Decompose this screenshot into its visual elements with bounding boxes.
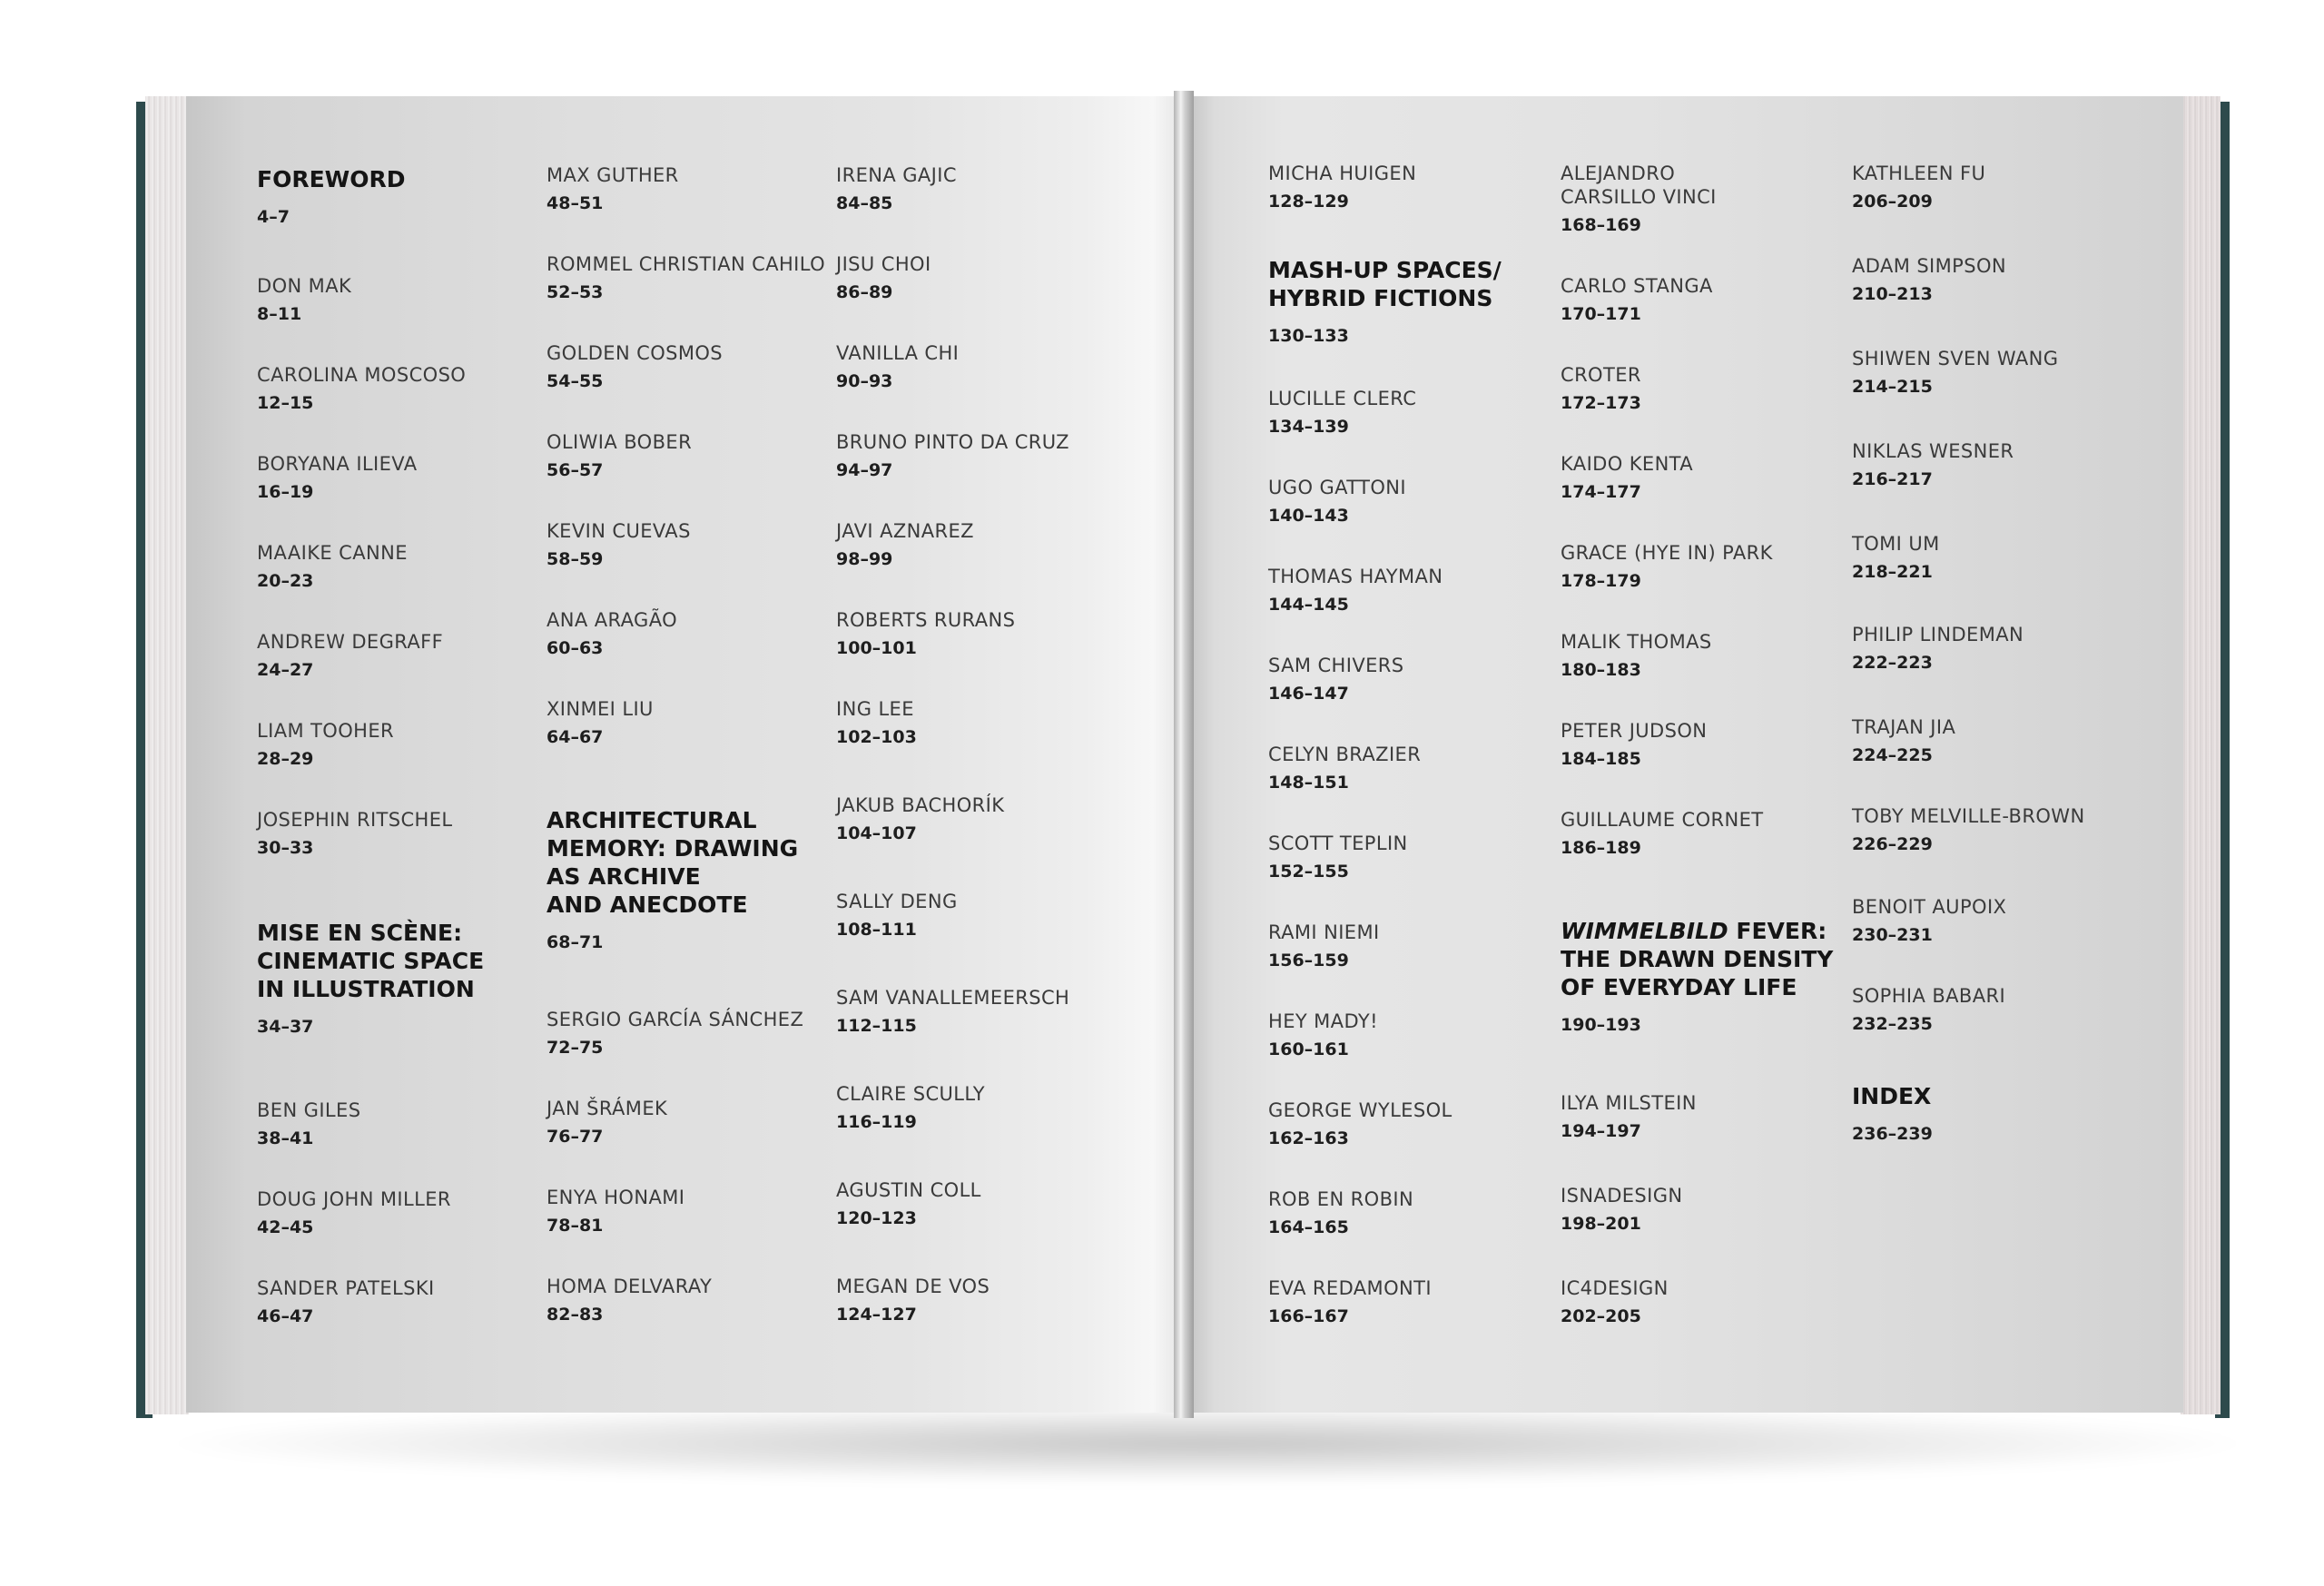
- artist-name: ING LEE: [836, 698, 914, 720]
- page-range: 164–165: [1268, 1217, 1349, 1237]
- page-range: 104–107: [836, 823, 917, 843]
- toc-entry: [1268, 476, 1406, 527]
- toc-entry: [1561, 1276, 1669, 1327]
- artist-name: OLIWIA BOBER: [547, 431, 693, 453]
- artist-name: SOPHIA BABARI: [1852, 985, 2006, 1007]
- section-title: MASH-UP SPACES/ HYBRID FICTIONS: [1268, 257, 1502, 311]
- section-title: [1561, 917, 1833, 1001]
- page-range: 64–67: [547, 727, 604, 747]
- toc-entry: [836, 430, 1069, 481]
- artist-name: BENOIT AUPOIX: [1852, 896, 2007, 918]
- toc-entry: [1268, 565, 1443, 616]
- artist-name: MALIK THOMAS: [1561, 631, 1712, 653]
- artist-name: ILYA MILSTEIN: [1561, 1092, 1697, 1114]
- artist-name: ISNADESIGN: [1561, 1185, 1683, 1207]
- section-page-range: 4–7: [257, 207, 290, 227]
- artist-name: PHILIP LINDEMAN: [1852, 624, 2024, 645]
- toc-entry: [1561, 630, 1712, 681]
- page-stack-right: [2181, 96, 2221, 1414]
- page-range: 214–215: [1852, 377, 1933, 397]
- page-range: 98–99: [836, 549, 893, 569]
- toc-entry: [1268, 387, 1416, 438]
- toc-entry: [1852, 439, 2014, 490]
- page-range: 108–111: [836, 920, 917, 940]
- page-range: 146–147: [1268, 684, 1349, 704]
- artist-name: SALLY DENG: [836, 891, 958, 912]
- artist-name: GUILLAUME CORNET: [1561, 809, 1764, 831]
- page-range: 186–189: [1561, 838, 1641, 858]
- artist-name: IC4DESIGN: [1561, 1277, 1669, 1299]
- toc-entry: [1561, 274, 1713, 325]
- toc-entry: [836, 608, 1015, 659]
- toc-section: [547, 806, 798, 953]
- toc-entry: [1268, 921, 1380, 971]
- artist-name: AGUSTIN COLL: [836, 1179, 981, 1201]
- section-title: FOREWORD: [257, 166, 406, 192]
- page-range: 78–81: [547, 1216, 604, 1236]
- page-range: 100–101: [836, 638, 917, 658]
- page-range: 140–143: [1268, 506, 1349, 526]
- page-range: 222–223: [1852, 653, 1933, 673]
- toc-entry: [1268, 1010, 1378, 1060]
- toc-entry: [1268, 1098, 1452, 1149]
- page-range: 56–57: [547, 460, 604, 480]
- artist-name: SHIWEN SVEN WANG: [1852, 348, 2059, 369]
- toc-entry: [1268, 1276, 1432, 1327]
- toc-entry: [257, 541, 408, 592]
- artist-name: CROTER: [1561, 364, 1641, 386]
- toc-entry: [1561, 162, 1717, 236]
- page-range: 216–217: [1852, 469, 1933, 489]
- toc-entry: [547, 252, 825, 303]
- toc-entry: [257, 808, 453, 859]
- page-range: 52–53: [547, 282, 604, 302]
- page-range: 102–103: [836, 727, 917, 747]
- toc-entry: [547, 1097, 667, 1148]
- toc-section: [257, 919, 484, 1038]
- toc-entry: [1561, 808, 1764, 859]
- page-range: 226–229: [1852, 834, 1933, 854]
- toc-entry: [1852, 715, 1955, 766]
- toc-entry: [257, 274, 351, 325]
- toc-entry: [1561, 363, 1641, 414]
- artist-name: GEORGE WYLESOL: [1268, 1099, 1452, 1121]
- toc-entry: [1852, 162, 1985, 212]
- toc-entry: [1561, 1184, 1683, 1235]
- page-range: 144–145: [1268, 595, 1349, 615]
- page-range: 210–213: [1852, 284, 1933, 304]
- toc-entry: [836, 163, 957, 214]
- toc-entry: [1268, 1187, 1413, 1238]
- artist-name: SERGIO GARCÍA SÁNCHEZ: [547, 1009, 804, 1030]
- page-range: 116–119: [836, 1112, 917, 1132]
- page-range: 86–89: [836, 282, 893, 302]
- page-range: 16–19: [257, 482, 314, 502]
- toc-entry: [547, 697, 654, 748]
- artist-name: RAMI NIEMI: [1268, 921, 1380, 943]
- page-range: 46–47: [257, 1306, 314, 1326]
- toc-entry: [257, 719, 394, 770]
- artist-name: TOBY MELVILLE-BROWN: [1852, 805, 2085, 827]
- artist-name: GRACE (HYE IN) PARK: [1561, 542, 1773, 564]
- page-range: 134–139: [1268, 417, 1349, 437]
- page-range: 38–41: [257, 1128, 314, 1148]
- page-range: 202–205: [1561, 1306, 1641, 1326]
- toc-entry: [1561, 452, 1693, 503]
- page-range: 58–59: [547, 549, 604, 569]
- page-range: 166–167: [1268, 1306, 1349, 1326]
- toc-entry: [257, 452, 417, 503]
- artist-name: BEN GILES: [257, 1099, 361, 1121]
- artist-name: VANILLA CHI: [836, 342, 960, 364]
- toc-entry: [836, 252, 931, 303]
- artist-name: MEGAN DE VOS: [836, 1276, 990, 1297]
- toc-entry: [836, 1082, 985, 1133]
- artist-name: HOMA DELVARAY: [547, 1276, 713, 1297]
- artist-name: ENYA HONAMI: [547, 1187, 685, 1208]
- toc-entry: [547, 430, 692, 481]
- artist-name: ALEJANDRO CARSILLO VINCI: [1561, 163, 1717, 208]
- toc-entry: [547, 1186, 684, 1236]
- artist-name: KATHLEEN FU: [1852, 163, 1986, 184]
- toc-entry: [1852, 254, 2006, 305]
- page-range: 194–197: [1561, 1121, 1641, 1141]
- page-range: 162–163: [1268, 1128, 1349, 1148]
- toc-entry: [836, 697, 917, 748]
- artist-name: KAIDO KENTA: [1561, 453, 1694, 475]
- artist-name: MAAIKE CANNE: [257, 542, 408, 564]
- section-title: ARCHITECTURAL MEMORY: DRAWING AS ARCHIVE AND ANECDOTE: [547, 807, 799, 918]
- artist-name: LUCILLE CLERC: [1268, 388, 1417, 409]
- page-range: 160–161: [1268, 1039, 1349, 1059]
- toc-entry: [836, 986, 1069, 1037]
- toc-entry: [1268, 654, 1403, 704]
- toc-section: [257, 165, 406, 228]
- page-range: 90–93: [836, 371, 893, 391]
- page-stack-left: [145, 96, 189, 1414]
- page-range: 174–177: [1561, 482, 1641, 502]
- toc-section: [1852, 1082, 1933, 1145]
- artist-name: JAVI AZNAREZ: [836, 520, 974, 542]
- toc-entry: [836, 793, 1004, 844]
- section-title-emphasis: WIMMELBILD: [1561, 918, 1728, 944]
- toc-entry: [257, 1098, 360, 1149]
- artist-name: JAN ŠRÁMEK: [547, 1098, 668, 1119]
- toc-section: [1268, 256, 1502, 347]
- toc-entry: [836, 890, 958, 941]
- artist-name: BORYANA ILIEVA: [257, 453, 418, 475]
- artist-name: IRENA GAJIC: [836, 164, 957, 186]
- toc-entry: [1852, 532, 1940, 583]
- artist-name: HEY MADY!: [1268, 1010, 1378, 1032]
- artist-name: GOLDEN COSMOS: [547, 342, 724, 364]
- artist-name: TOMI UM: [1852, 533, 1940, 555]
- artist-name: DOUG JOHN MILLER: [257, 1188, 451, 1210]
- artist-name: EVA REDAMONTI: [1268, 1277, 1432, 1299]
- page-range: 184–185: [1561, 749, 1641, 769]
- artist-name: CLAIRE SCULLY: [836, 1083, 985, 1105]
- artist-name: SCOTT TEPLIN: [1268, 832, 1408, 854]
- toc-entry: [257, 630, 443, 681]
- artist-name: ADAM SIMPSON: [1852, 255, 2007, 277]
- page-range: 42–45: [257, 1217, 314, 1237]
- page-range: 224–225: [1852, 745, 1933, 765]
- section-title-rest: FEVER: THE DRAWN DENSITY OF EVERYDAY LIFE: [1561, 918, 1834, 1000]
- page-range: 24–27: [257, 660, 314, 680]
- section-page-range: 236–239: [1852, 1124, 1933, 1144]
- artist-name: LIAM TOOHER: [257, 720, 394, 742]
- page-range: 148–151: [1268, 773, 1349, 793]
- toc-entry: [1561, 1091, 1697, 1142]
- artist-name: PETER JUDSON: [1561, 720, 1708, 742]
- page-range: 28–29: [257, 749, 314, 769]
- page-range: 20–23: [257, 571, 314, 591]
- page-range: 120–123: [836, 1208, 917, 1228]
- artist-name: MICHA HUIGEN: [1268, 163, 1417, 184]
- section-page-range: 68–71: [547, 932, 604, 952]
- toc-entry: [1268, 743, 1421, 793]
- artist-name: JOSEPHIN RITSCHEL: [257, 809, 453, 831]
- artist-name: MAX GUTHER: [547, 164, 679, 186]
- page-range: 178–179: [1561, 571, 1641, 591]
- page-range: 30–33: [257, 838, 314, 858]
- toc-entry: [1561, 719, 1707, 770]
- toc-entry: [1852, 984, 2005, 1035]
- page-range: 60–63: [547, 638, 604, 658]
- toc-entry: [1561, 541, 1773, 592]
- page-range: 72–75: [547, 1038, 604, 1058]
- artist-name: SAM VANALLEMEERSCH: [836, 987, 1070, 1009]
- section-page-range: 34–37: [257, 1017, 314, 1037]
- section-title: MISE EN SCÈNE: CINEMATIC SPACE IN ILLUSTRATION: [257, 920, 485, 1002]
- artist-name: ANA ARAGÃO: [547, 609, 678, 631]
- artist-name: DON MAK: [257, 275, 352, 297]
- artist-name: ROBERTS RURANS: [836, 609, 1016, 631]
- toc-entry: [1852, 347, 2058, 398]
- toc-entry: [1852, 623, 2024, 674]
- toc-entry: [547, 519, 691, 570]
- page-range: 180–183: [1561, 660, 1641, 680]
- artist-name: JAKUB BACHORÍK: [836, 794, 1005, 816]
- page-range: 112–115: [836, 1016, 917, 1036]
- page-range: 152–155: [1268, 862, 1349, 882]
- page-range: 156–159: [1268, 951, 1349, 970]
- toc-entry: [1268, 162, 1416, 212]
- page-range: 206–209: [1852, 192, 1933, 212]
- toc-entry: [1268, 832, 1408, 882]
- section-page-range: 190–193: [1561, 1015, 1641, 1035]
- artist-name: THOMAS HAYMAN: [1268, 566, 1443, 587]
- page-range: 230–231: [1852, 925, 1933, 945]
- artist-name: JISU CHOI: [836, 253, 931, 275]
- artist-name: CAROLINA MOSCOSO: [257, 364, 467, 386]
- page-range: 128–129: [1268, 192, 1349, 212]
- toc-entry: [836, 1275, 990, 1325]
- artist-name: SAM CHIVERS: [1268, 655, 1404, 676]
- page-range: 232–235: [1852, 1014, 1933, 1034]
- toc-entry: [547, 608, 677, 659]
- artist-name: NIKLAS WESNER: [1852, 440, 2014, 462]
- toc-entry: [836, 519, 974, 570]
- toc-entry: [547, 1008, 803, 1059]
- page-range: 124–127: [836, 1305, 917, 1325]
- page-range: 218–221: [1852, 562, 1933, 582]
- toc-entry: [257, 1276, 435, 1327]
- page-range: 8–11: [257, 304, 302, 324]
- page-range: 94–97: [836, 460, 893, 480]
- artist-name: TRAJAN JIA: [1852, 716, 1956, 738]
- page-range: 82–83: [547, 1305, 604, 1325]
- artist-name: CARLO STANGA: [1561, 275, 1713, 297]
- artist-name: XINMEI LIU: [547, 698, 654, 720]
- toc-section: [1561, 917, 1833, 1036]
- toc-entry: [257, 1187, 451, 1238]
- page-range: 48–51: [547, 193, 604, 213]
- toc-entry: [547, 163, 679, 214]
- toc-entry: [836, 1178, 981, 1229]
- toc-entry: [836, 341, 959, 392]
- book-gutter: [1174, 91, 1194, 1418]
- artist-name: ANDREW DEGRAFF: [257, 631, 444, 653]
- page-range: 76–77: [547, 1127, 604, 1147]
- page-range: 12–15: [257, 393, 314, 413]
- toc-entry: [547, 341, 723, 392]
- page-range: 170–171: [1561, 304, 1641, 324]
- artist-name: KEVIN CUEVAS: [547, 520, 691, 542]
- page-range: 168–169: [1561, 215, 1641, 235]
- artist-name: ROMMEL CHRISTIAN CAHILO: [547, 253, 826, 275]
- artist-name: ROB EN ROBIN: [1268, 1188, 1414, 1210]
- book-shadow: [154, 1403, 2260, 1484]
- artist-name: BRUNO PINTO DA CRUZ: [836, 431, 1069, 453]
- section-title: INDEX: [1852, 1083, 1932, 1109]
- toc-entry: [1852, 895, 2006, 946]
- page-range: 172–173: [1561, 393, 1641, 413]
- artist-name: SANDER PATELSKI: [257, 1277, 435, 1299]
- toc-entry: [547, 1275, 712, 1325]
- page-range: 54–55: [547, 371, 604, 391]
- page-range: 84–85: [836, 193, 893, 213]
- section-page-range: 130–133: [1268, 326, 1349, 346]
- toc-entry: [1852, 804, 2085, 855]
- artist-name: UGO GATTONI: [1268, 477, 1406, 498]
- artist-name: CELYN BRAZIER: [1268, 744, 1422, 765]
- page-range: 198–201: [1561, 1214, 1641, 1234]
- toc-entry: [257, 363, 466, 414]
